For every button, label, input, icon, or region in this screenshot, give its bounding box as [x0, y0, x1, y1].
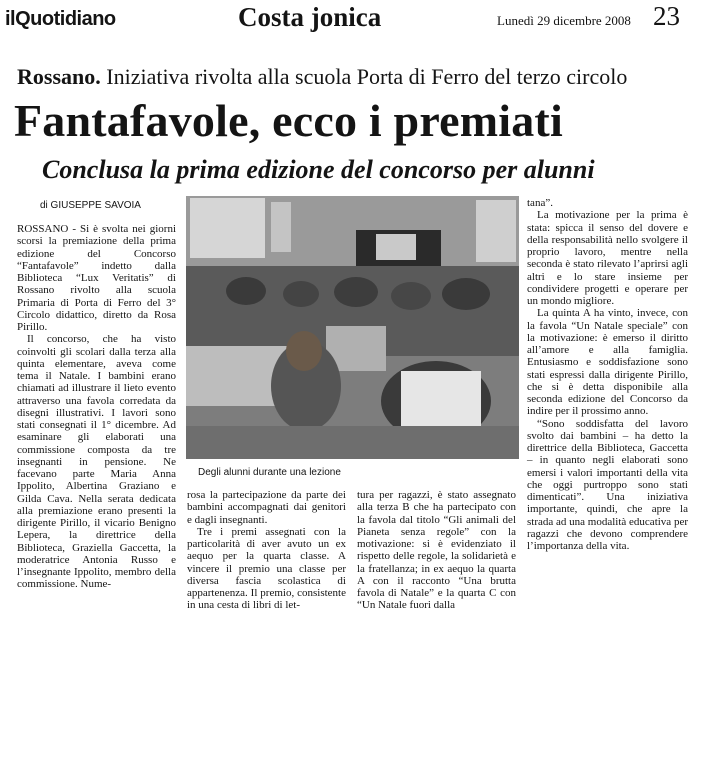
paragraph: Tre i premi assegnati con la particolarità di aver avuto un ex aequo per la quarta classe. A vincere il premio una classe per diversa fascia scolastica di appartenenza. Il premio, consistente in una cesta di libri di let-	[187, 525, 346, 612]
photo-caption: Degli alunni durante una lezione	[198, 467, 341, 478]
page-number: 23	[653, 1, 680, 31]
article-kicker	[17, 64, 627, 90]
article-column-1	[17, 223, 176, 591]
article-subheadline: Conclusa la prima edizione del concorso per alunni	[42, 155, 595, 184]
kicker-text: Iniziativa rivolta alla scuola Porta di Ferro del terzo circolo	[100, 64, 628, 89]
article-byline: di GIUSEPPE SAVOIA	[40, 200, 141, 211]
kicker-place: Rossano.	[17, 64, 101, 89]
paragraph: La motivazione per la prima è stata: spicca il senso del dovere e della responsabilità nello svolgere il proprio lavoro, mentre nella seconda è stato rilevato l’aprirsi agli altri e lo stare insieme per condividere progetti e operare per un mondo migliore.	[527, 209, 688, 307]
paragraph: Il concorso, che ha visto coinvolti gli scolari dalla terza alla quinta elementare, aveva come tema il Natale. I bambini erano chiamati ad illustrare il lieto evento attraverso una favola corredata da disegni illustrativi. I lavori sono stati consegnati il 1° dicembre. Ad esaminare gli elaborati una commissione composta da tre insegnanti in pensione. Ne facevano parte Maria Anna Ippolito, Albertina Graziano e Gilda Cava. Nella serata dedicata alla premiazione erano presenti la dirigente Pirillo, il vicario Benigno Lepera, la direttrice della Biblioteca, Graziella Gaccetta, la moderatrice Antonia Russo e l’insegnante Ippolito, membro della commissione. Nume-	[17, 333, 176, 591]
classroom-photo-image	[186, 196, 519, 459]
article-column-4	[527, 197, 688, 552]
issue-date: Lunedì 29 dicembre 2008	[497, 13, 631, 28]
paragraph: La quinta A ha vinto, invece, con la favola “Un Natale speciale” con la motivazione: è emerso il diritto all’amore e alla famiglia. Entusiasmo e soddisfazione sono stati espressi dalla dirigente Pirillo, che si è detta disponibile alla seconda edizione del Concorso da indire per il prossimo anno.	[527, 307, 688, 418]
paragraph: tura per ragazzi, è stato assegnato alla terza B che ha partecipato con la favola dal titolo “Gli animali del Pianeta senza regole” con la motivazione: si è evidenziato il rispetto delle regole, la solidarietà e la fratellanza; in ex aequo la quarta A con il racconto “Una brutta favola di Natale” e la quarta C con “Un Natale fuori dalla	[357, 489, 516, 612]
section-title: Costa jonica	[238, 2, 382, 32]
paragraph: “Sono soddisfatta del lavoro svolto dai bambini – ha detto la direttrice della Biblioteca, Gaccetta – in quanto negli elaborati sono emersi i valori importanti della vita che oggi purtroppo sono stati dimenticati”. Una iniziativa importante, quindi, che apre la strada ad una modalità educativa per ragazzi che devono comprendere l’importanza della vita.	[527, 417, 688, 552]
article-column-2	[187, 489, 346, 612]
newspaper-logo: ilQuotidiano	[5, 8, 116, 30]
article-headline: Fantafavole, ecco i premiati	[14, 95, 563, 146]
article-column-3	[357, 489, 516, 612]
classroom-photo	[186, 196, 519, 459]
paragraph: ROSSANO - Si è svolta nei giorni scorsi la premiazione della prima edizione del Concorso “Fantafavole” indetto dalla Biblioteca “Lux Veritatis” di Rossano rivolto alla scuola Primaria di Porta di Ferro del 3° Circolo didattico, diretto da Rosa Pirillo.	[17, 223, 176, 333]
paragraph: tana”.	[527, 197, 553, 209]
paragraph: rosa la partecipazione da parte dei bambini accompagnati dai genitori e dagli insegnanti.	[187, 489, 346, 526]
